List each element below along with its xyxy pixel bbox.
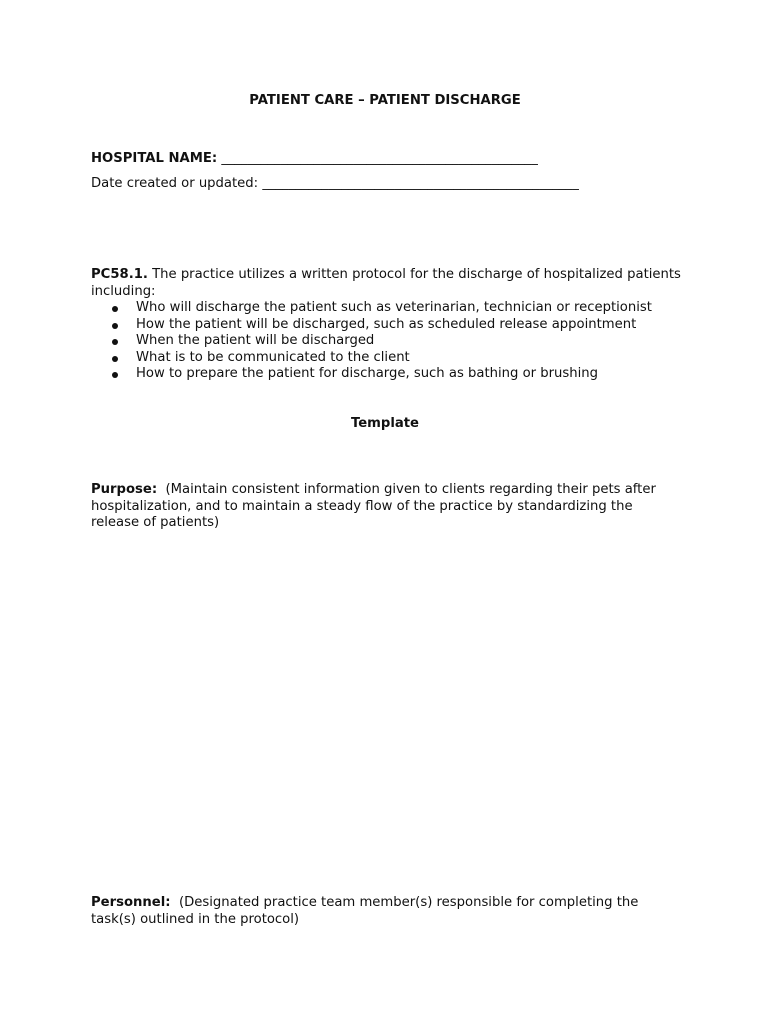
standard-code: PC58.1. <box>91 267 148 282</box>
date-updated-label: Date created or updated: <box>91 176 259 191</box>
standard-bullet-list <box>110 300 652 383</box>
standard-paragraph <box>91 267 691 300</box>
date-updated-blank: ________________________________________________ <box>262 176 579 191</box>
list-item: How the patient will be discharged, such as scheduled release appointment <box>110 317 652 334</box>
list-item: When the patient will be discharged <box>110 333 652 350</box>
template-heading: Template <box>350 416 420 431</box>
personnel-paragraph <box>91 895 681 928</box>
purpose-paragraph <box>91 482 681 532</box>
purpose-label: Purpose: <box>91 482 158 497</box>
page-title: PATIENT CARE – PATIENT DISCHARGE <box>249 93 521 108</box>
hospital-name-line <box>91 151 538 168</box>
personnel-text: (Designated practice team member(s) responsible for completing the task(s) outlined in the protocol) <box>91 895 639 927</box>
personnel-label: Personnel: <box>91 895 171 910</box>
list-item: Who will discharge the patient such as veterinarian, technician or receptionist <box>110 300 652 317</box>
hospital-name-label: HOSPITAL NAME: <box>91 151 218 166</box>
hospital-name-blank: ________________________________________________ <box>221 151 538 166</box>
bullet-icon <box>112 372 118 378</box>
date-updated-line <box>91 176 579 193</box>
standard-text: The practice utilizes a written protocol for the discharge of hospitalized patients including: <box>91 267 681 299</box>
purpose-text: (Maintain consistent information given to clients regarding their pets after hospitalization, and to maintain a steady flow of the practice by standardizing the release of patients) <box>91 482 656 530</box>
list-item: What is to be communicated to the client <box>110 350 652 367</box>
bullet-icon <box>112 323 118 329</box>
list-item: How to prepare the patient for discharge, such as bathing or brushing <box>110 366 652 383</box>
bullet-icon <box>112 356 118 362</box>
bullet-icon <box>112 306 118 312</box>
bullet-icon <box>112 339 118 345</box>
